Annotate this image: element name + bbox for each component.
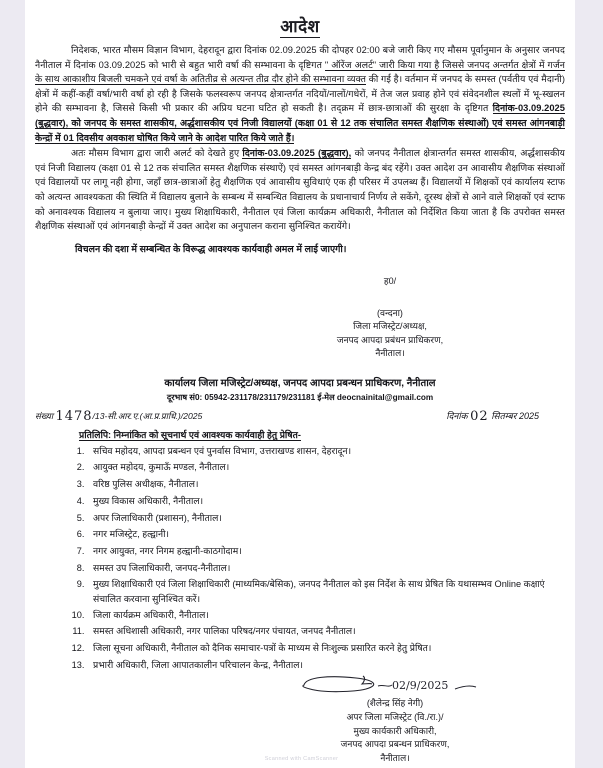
page-title bbox=[35, 14, 565, 37]
paragraph-two-segment-b: को जनपद नैनीताल क्षेत्रान्तर्गत समस्त शासकीय, अर्द्धशासकीय एवं निजी विद्यालय (कक्षा 01 से 12 तक संचालित समस्त शैक्षणिक संस्थाऐं) एवं समस्त आंगनबाड़ी केन्द्र बंद रहेंगे। उक्त आदेश उन आवासीय शैक्षणिक संस्थाओं एवं विद्यालयों पर लागू नही होगा, जहाँ छात्र-छात्राओं हेतु शैक्षणिक एवं आवासीय सुविधाएं एक ही परिसर में उपलब्ध हैं। विद्यालयों में शिक्षकों एवं कार्यालय स्टाफ को अत्यन्त आवश्यकता की स्थिति में विद्यालय बुलाने के सम्बन्ध में सम्बन्धित विद्यालय के प्रधानाचार्य निर्णय ले सकेंगे, दूरस्थ क्षेत्रों से आने वाले शिक्षकों एवं स्टाफ को अनावश्यक विद्यालय न बुलाया जाए। मुख्य शिक्षाधिकारी, नैनीताल एवं जिला कार्यक्रम अधिकारी, नैनीताल को निर्देशित किया जाता है कि उपरोक्त समस्त शैक्षणिक संस्थाओं एवं आंगनबाड़ी केन्द्रों में उक्त आदेश का अनुपालन कराना सुनिश्चित करायेंगे। bbox=[35, 148, 565, 232]
office-header-title: कार्यालय जिला मजिस्ट्रेट/अध्यक्ष, जनपद आपदा प्रबन्धन प्राधिकरण, नैनीताल bbox=[164, 377, 436, 389]
recipient-text: नगर आयुक्त, नगर निगम हल्द्वानी-काठगोदाम। bbox=[93, 545, 242, 556]
order-date-month-year: सितम्बर 2025 bbox=[491, 410, 539, 421]
scan-right-margin bbox=[575, 0, 603, 768]
paragraph-two bbox=[35, 146, 565, 234]
recipient-text: आयुक्त महोदय, कुमाऊँ मण्डल, नैनीताल। bbox=[93, 462, 230, 473]
office-header-block bbox=[35, 377, 565, 404]
list-item bbox=[87, 459, 565, 475]
paragraph-one-segment-a: निदेशक, भारत मौसम विज्ञान विभाग, देहरादून द्वारा दिनांक 02.09.2025 की दोपहर 02:00 बजे जारी किए गए मौसम पूर्वानुमान के अनुसार जनपद नैनीताल में दिनांक 03.09.2025 को भारी से बहुत भारी वर्षा की सम्भावना के दृष्टिगत bbox=[35, 45, 565, 70]
recipient-text: 9. मुख्य शिक्षाधिकारी एवं जिला शिक्षाधिकारी (माध्यमिक/बेसिक), जनपद नैनीताल को इस निर्देश के साथ प्रेषित कि यथासम्भव Online कक्षाएं संचालित करवाना सुनिश्चित करें। bbox=[93, 579, 545, 604]
page-title-text: आदेश bbox=[280, 17, 320, 36]
signature-bottom-designation-3: जनपद आपदा प्रबन्धन प्राधिकरण, bbox=[340, 739, 450, 750]
reference-and-date-row bbox=[35, 409, 565, 424]
reference-number-block bbox=[35, 409, 202, 424]
scanner-watermark: Scanned with CamScanner bbox=[264, 756, 339, 762]
list-item bbox=[87, 576, 565, 606]
copy-to-heading-text: प्रतिलिपि: निम्नांकित को सूचनार्थ एवं आवश्यक कार्यवाही हेतु प्रेषित- bbox=[79, 429, 301, 440]
list-item bbox=[87, 657, 565, 673]
order-date-label: दिनांक bbox=[446, 410, 468, 421]
violation-warning-line: विचलन की दशा में सम्बन्धित के विरूद्ध आवश्यक कार्यवाही अमल में लाई जाएगी। bbox=[75, 242, 347, 254]
list-item bbox=[87, 510, 565, 526]
recipient-text: समस्त अधिशासी अधिकारी, नगर पालिका परिषद/नगर पंचायत, जनपद नैनीताल। bbox=[93, 626, 356, 637]
signature-scribble-icon bbox=[300, 673, 490, 695]
list-item bbox=[87, 607, 565, 623]
handwritten-date-text: 02/9/2025 bbox=[392, 679, 449, 693]
order-date-block bbox=[446, 409, 565, 424]
paragraph-one-segment-b: की गई है। वर्तमान में जनपद के समस्त (पर्वतीय एवं मैदानी) क्षेत्रों में कहीं-कहीं वर्षा/भारी वर्षा हो रही है जिसके फलस्वरूप जनपद क्षेत्रान्तर्गत नदियों/नालों/गधेरों, में तेज जल प्रवाह होने एवं संवेदनशील स्थलों में भू-स्खलन होने की सम्भावना है, जिससे किसी भी प्रकार की अप्रिय घटना घटित हो सकती है। तद्क्रम में छात्र-छात्राओं की सुरक्षा के दृष्टिगत bbox=[35, 74, 565, 114]
recipients-list bbox=[35, 443, 565, 673]
recipient-text: सचिव महोदय, आपदा प्रबन्धन एवं पुनर्वास विभाग, उत्तराखण्ड शासन, देहरादून। bbox=[93, 445, 352, 456]
paragraph-one-underlined-two: दिनांक-03.09.2025 (बुद्धवार), को जनपद के समस्त शासकीय, अर्द्धशासकीय एवं निजी विद्यालयों (कक्षा 01 से 12 तक संचालित समस्त शैक्षणिक संस्थाओं) एवं समस्त आंगनबाड़ी केन्द्रों में 01 दिवसीय अवकाश घोषित किये जाने के आदेश पारित किये जाते हैं। bbox=[35, 103, 565, 143]
signature-top-designation-2: जनपद आपदा प्रबंधन प्राधिकरण, bbox=[336, 334, 444, 345]
list-item bbox=[87, 476, 565, 492]
signature-top-block bbox=[35, 307, 565, 361]
copy-to-heading bbox=[79, 428, 565, 441]
recipient-text: मुख्य विकास अधिकारी, नैनीताल। bbox=[93, 495, 204, 506]
signature-top-name: (वन्दना) bbox=[377, 307, 403, 318]
scan-left-margin bbox=[0, 0, 25, 768]
recipient-text: प्रभारी अधिकारी, जिला आपातकालीन परिचालन केन्द्र, नैनीताल। bbox=[93, 659, 303, 670]
office-header-contact: दूरभाष सं0: 05942-231178/231179/231181 ई-मेल deocnainital@gmail.com bbox=[166, 392, 434, 402]
list-item bbox=[87, 443, 565, 459]
signature-top-designation-1: जिला मजिस्ट्रेट/अध्यक्ष, bbox=[353, 321, 427, 332]
handwritten-signature-mark bbox=[35, 673, 565, 695]
paragraph-two-segment-a: अतः मौसम विभाग द्वारा जारी अलर्ट को देखते हुए bbox=[71, 148, 243, 159]
list-item bbox=[87, 526, 565, 542]
list-item bbox=[87, 623, 565, 639]
order-date-day: 02 bbox=[470, 408, 489, 424]
recipient-text: वरिष्ठ पुलिस अधीक्षक, नैनीताल। bbox=[93, 479, 199, 490]
reference-label: संख्या bbox=[35, 410, 54, 421]
list-item bbox=[87, 560, 565, 576]
list-item bbox=[87, 493, 565, 509]
paragraph-two-underlined-date: दिनांक-03.09.2025 (बुद्धवार), bbox=[242, 148, 352, 159]
recipient-text: समस्त उप जिलाधिकारी, जनपद-नैनीताल। bbox=[93, 562, 231, 573]
list-item bbox=[87, 640, 565, 656]
list-item bbox=[87, 543, 565, 559]
recipient-text: जिला सूचना अधिकारी, नैनीताल को दैनिक समाचार-पत्रों के माध्यम से निःशुल्क प्रसारित करने हेतु प्रेषित। bbox=[93, 643, 432, 654]
recipient-text: जिला कार्यक्रम अधिकारी, नैनीताल। bbox=[93, 609, 209, 620]
recipient-text: नगर मजिस्ट्रेट, हल्द्वानी। bbox=[93, 529, 169, 540]
recipient-text: अपर जिलाधिकारी (प्रशासन), नैनीताल। bbox=[93, 512, 222, 523]
signature-top-designation-3: नैनीताल। bbox=[375, 348, 405, 359]
signature-bottom-name: (शैलेन्द्र सिंह नेगी) bbox=[366, 698, 424, 709]
reference-number-value: 1478 bbox=[55, 408, 93, 424]
signature-bottom-designation-1: अपर जिला मजिस्ट्रेट (वि./रा.)/ bbox=[346, 712, 444, 723]
signature-bottom-designation-4: नैनीताल। bbox=[380, 752, 410, 763]
signature-bottom-designation-2: मुख्य कार्यकारी अधिकारी, bbox=[353, 725, 437, 736]
paragraph-one bbox=[35, 43, 565, 145]
paragraph-one-underlined-one: " ऑरेंज अलर्ट" जारी किया गया है जिससे जनपद अन्तर्गत क्षेत्रों में गर्जन के साथ आकाशीय बिजली चमकने एवं वर्षा के अतितीव्र से अत्यन्त तीव्र दौर होने की सम्भावना व्यक्त bbox=[35, 59, 565, 85]
signature-top-ho-mark: ह0/ bbox=[383, 275, 397, 286]
reference-suffix: /13-सी.आर.ए.(आ.प्र.प्राधि.)/2025 bbox=[92, 410, 203, 421]
document-paper bbox=[25, 0, 575, 768]
